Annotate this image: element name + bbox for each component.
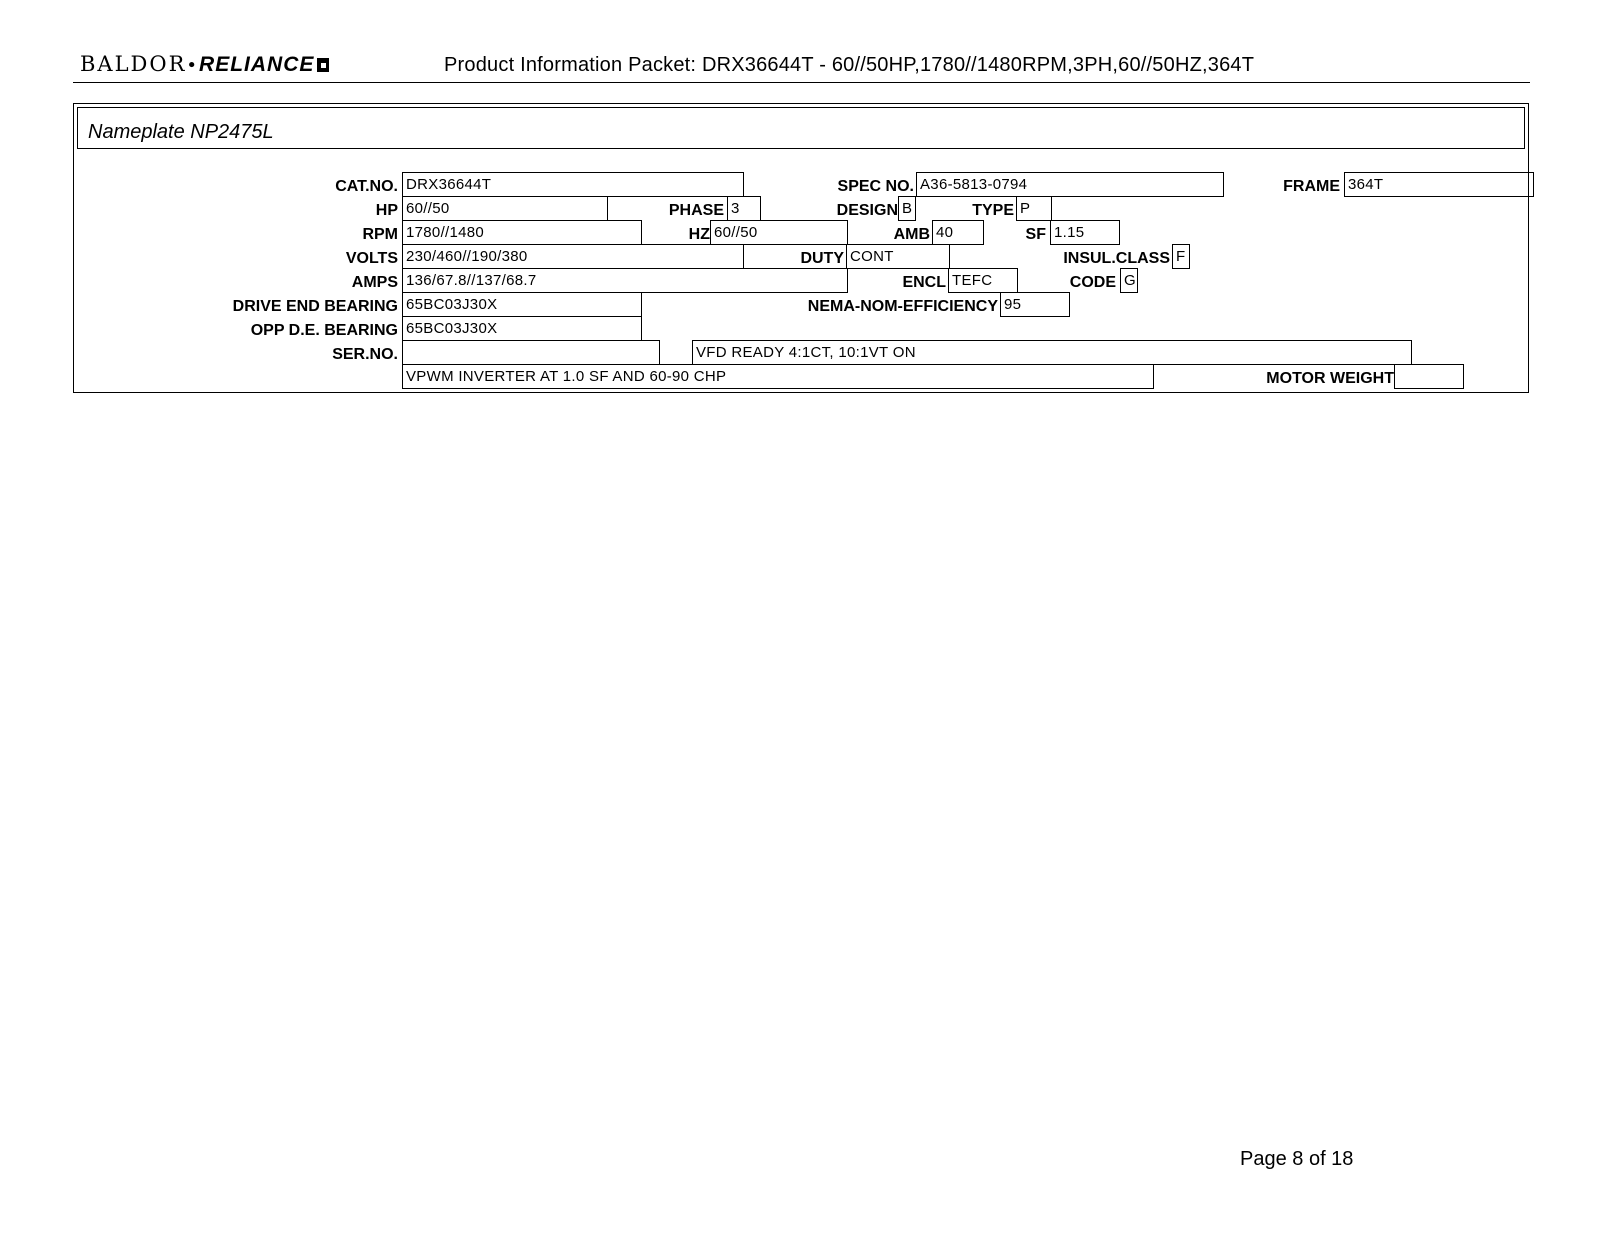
- design-value: B: [898, 196, 916, 221]
- duty-value: CONT: [846, 244, 950, 269]
- drive-end-bearing-value: 65BC03J30X: [402, 292, 642, 317]
- nema-nom-efficiency-value: 95: [1000, 292, 1070, 317]
- motor-weight-value: [1394, 364, 1464, 389]
- ser-no-value: [402, 340, 660, 365]
- rpm-value: 1780//1480: [402, 220, 642, 245]
- hz-label: HZ: [688, 226, 710, 243]
- volts-label: VOLTS: [345, 250, 398, 267]
- phase-label: PHASE: [668, 202, 724, 219]
- page-number: Page 8 of 18: [1240, 1148, 1354, 1170]
- insul-class-value: F: [1172, 244, 1190, 269]
- sf-label: SF: [1025, 226, 1046, 243]
- ser-no-label: SER.NO.: [332, 346, 398, 363]
- drive-end-bearing-label: DRIVE END BEARING: [232, 298, 398, 315]
- logo-baldor-text: BALDOR: [80, 52, 187, 76]
- baldor-reliance-logo: [80, 52, 329, 77]
- design-label: DESIGN: [836, 202, 898, 219]
- duty-label: DUTY: [800, 250, 844, 267]
- volts-value: 230/460//190/380: [402, 244, 744, 269]
- cat-no-label: CAT.NO.: [335, 178, 398, 195]
- logo-mark-icon: [317, 58, 329, 72]
- spec-no-value: A36-5813-0794: [916, 172, 1224, 197]
- hp-value: 60//50: [402, 196, 608, 221]
- frame-label: FRAME: [1283, 178, 1340, 195]
- code-value: G: [1120, 268, 1138, 293]
- logo-reliance-text: RELIANCE: [199, 53, 315, 76]
- rpm-label: RPM: [362, 226, 398, 243]
- amb-value: 40: [932, 220, 984, 245]
- amps-label: AMPS: [351, 274, 398, 291]
- encl-label: ENCL: [902, 274, 946, 291]
- spec-no-label: SPEC NO.: [837, 178, 914, 195]
- motor-weight-label: MOTOR WEIGHT: [1266, 370, 1394, 387]
- header-rule: [73, 82, 1530, 83]
- sf-value: 1.15: [1050, 220, 1120, 245]
- phase-value: 3: [727, 196, 761, 221]
- nameplate-title: Nameplate NP2475L: [88, 121, 274, 143]
- insul-class-label: INSUL.CLASS: [1063, 250, 1170, 267]
- type-value: P: [1016, 196, 1052, 221]
- nema-nom-efficiency-label: NEMA-NOM-EFFICIENCY: [807, 298, 998, 315]
- opp-de-bearing-label: OPP D.E. BEARING: [250, 322, 398, 339]
- encl-value: TEFC: [948, 268, 1018, 293]
- code-label: CODE: [1069, 274, 1116, 291]
- cat-no-value: DRX36644T: [402, 172, 744, 197]
- hz-value: 60//50: [710, 220, 848, 245]
- page-header: [78, 50, 1528, 82]
- amb-label: AMB: [893, 226, 930, 243]
- type-label: TYPE: [972, 202, 1014, 219]
- amps-value: 136/67.8//137/68.7: [402, 268, 848, 293]
- vfd-ready-note: VFD READY 4:1CT, 10:1VT ON: [692, 340, 1412, 365]
- nameplate-title-bar: [77, 107, 1525, 149]
- opp-de-bearing-value: 65BC03J30X: [402, 316, 642, 341]
- packet-title: Product Information Packet: DRX36644T - 60//50HP,1780//1480RPM,3PH,60//50HZ,364T: [444, 54, 1255, 76]
- frame-value: 364T: [1344, 172, 1534, 197]
- hp-label: HP: [375, 202, 398, 219]
- logo-dot: •: [186, 55, 200, 76]
- vpwm-inverter-note: VPWM INVERTER AT 1.0 SF AND 60-90 CHP: [402, 364, 1154, 389]
